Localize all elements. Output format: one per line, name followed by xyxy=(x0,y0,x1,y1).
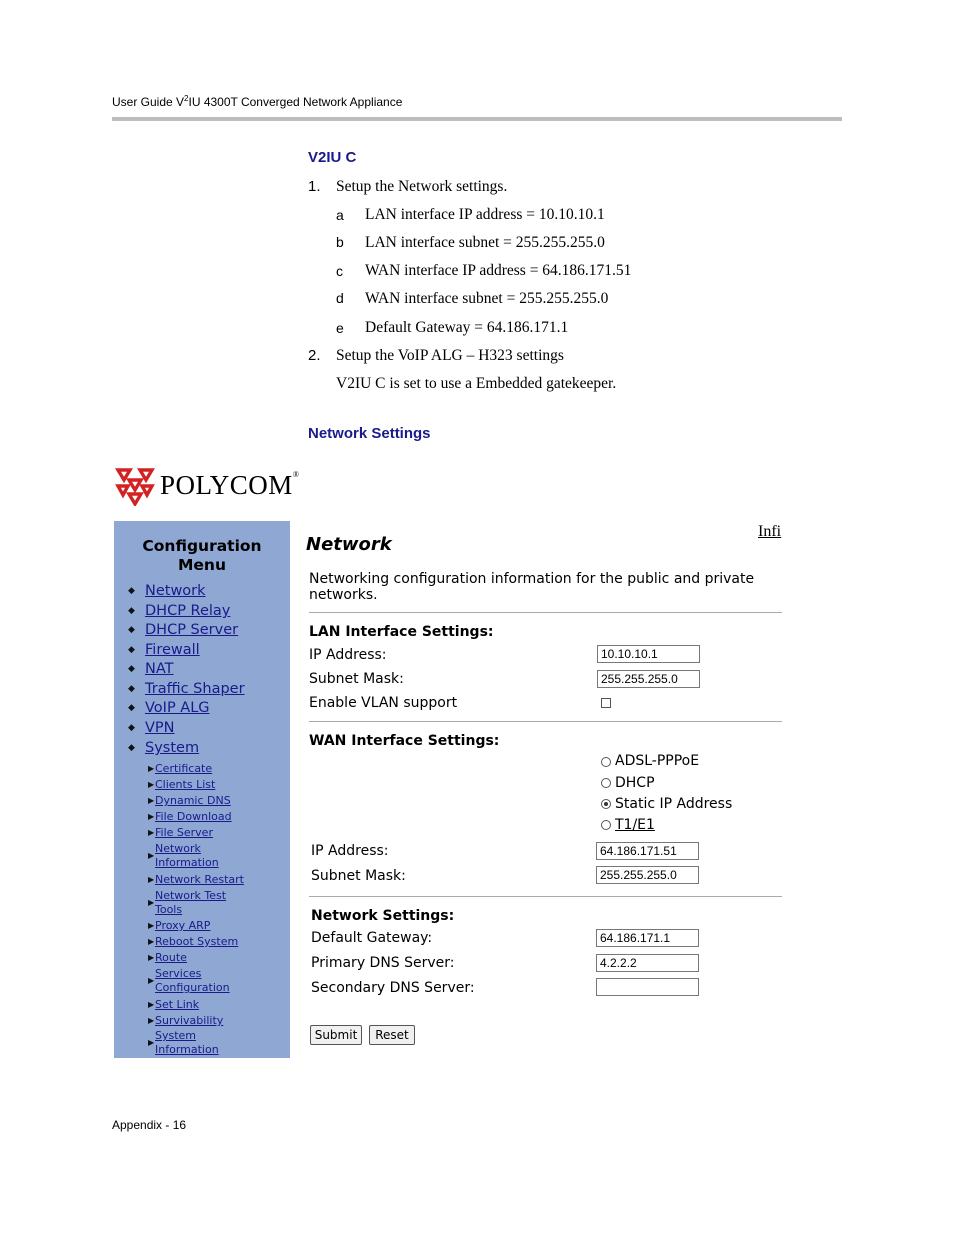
triangle-bullet-icon: ▶ xyxy=(148,796,155,805)
substep-d-letter: d xyxy=(336,290,344,306)
submenu-label: Network xyxy=(155,842,201,855)
submenu-label-line2: Information xyxy=(155,856,219,869)
triangle-bullet-icon: ▶ xyxy=(148,921,155,930)
menu-item-traffic-shaper[interactable] xyxy=(128,681,245,697)
polycom-logo-mark-icon xyxy=(114,466,156,506)
logo-word: POLYCOM xyxy=(160,470,293,500)
triangle-bullet-icon: ▶ xyxy=(148,851,155,860)
logo-registered-mark: ® xyxy=(292,470,300,479)
diamond-bullet-icon: ◆ xyxy=(128,606,135,616)
figure-heading: Network Settings xyxy=(308,425,431,442)
triangle-bullet-icon: ▶ xyxy=(148,1038,155,1047)
diamond-bullet-icon: ◆ xyxy=(128,625,135,635)
divider xyxy=(309,612,782,613)
substep-a-text: LAN interface IP address = 10.10.10.1 xyxy=(365,206,605,223)
substep-b-letter: b xyxy=(336,234,344,250)
wan-mask-label: Subnet Mask: xyxy=(311,868,406,884)
net-heading: Network Settings: xyxy=(311,908,455,924)
submenu-label: Survivability xyxy=(155,1014,224,1027)
menu-item-label: Traffic Shaper xyxy=(145,681,245,697)
radio-adsl-pppoe[interactable] xyxy=(601,757,611,767)
menu-item-system[interactable] xyxy=(128,740,199,756)
radio-t1e1[interactable] xyxy=(601,820,611,830)
triangle-bullet-icon: ▶ xyxy=(148,812,155,821)
menu-item-firewall[interactable] xyxy=(128,642,200,658)
step-2-number: 2. xyxy=(308,347,321,364)
triangle-bullet-icon: ▶ xyxy=(148,875,155,884)
substep-a-letter: a xyxy=(336,207,344,223)
diamond-bullet-icon: ◆ xyxy=(128,684,135,694)
menu-item-dhcp-server[interactable] xyxy=(128,622,238,638)
submenu-label: Certificate xyxy=(155,762,213,775)
menu-item-vpn[interactable] xyxy=(128,720,175,736)
triangle-bullet-icon: ▶ xyxy=(148,953,155,962)
step-2-text: Setup the VoIP ALG – H323 settings xyxy=(336,347,564,364)
menu-item-dhcp-relay[interactable] xyxy=(128,603,230,619)
substep-e-text: Default Gateway = 64.186.171.1 xyxy=(365,319,569,336)
triangle-bullet-icon: ▶ xyxy=(148,1000,155,1009)
radio-dhcp[interactable] xyxy=(601,778,611,788)
menu-item-label: Firewall xyxy=(145,642,200,658)
submenu-label-line2: Configuration xyxy=(155,981,230,994)
menu-item-label: System xyxy=(145,740,200,756)
radio-label-static-ip: Static IP Address xyxy=(615,796,733,812)
page-title: Network xyxy=(306,534,392,555)
diamond-bullet-icon: ◆ xyxy=(128,723,135,733)
lan-mask-input[interactable] xyxy=(597,670,700,688)
submenu-label: Dynamic DNS xyxy=(155,794,231,807)
triangle-bullet-icon: ▶ xyxy=(148,1016,155,1025)
config-menu-sidebar xyxy=(114,521,290,1058)
substep-c-letter: c xyxy=(336,263,343,279)
submit-button[interactable]: Submit xyxy=(310,1025,362,1045)
header-rule xyxy=(112,117,842,121)
lan-mask-label: Subnet Mask: xyxy=(309,671,404,687)
radio-label-dhcp: DHCP xyxy=(615,775,655,791)
triangle-bullet-icon: ▶ xyxy=(148,898,155,907)
menu-item-voip-alg[interactable] xyxy=(128,700,210,716)
step-1-number: 1. xyxy=(308,178,321,195)
header-sup: 2 xyxy=(184,94,189,103)
page-footer: Appendix - 16 xyxy=(112,1118,187,1132)
submenu-label: Network Test xyxy=(155,889,227,902)
radio-label-adsl-pppoe: ADSL-PPPoE xyxy=(615,753,700,769)
substep-d-text: WAN interface subnet = 255.255.255.0 xyxy=(365,290,609,307)
wan-heading: WAN Interface Settings: xyxy=(309,733,500,749)
triangle-bullet-icon: ▶ xyxy=(148,828,155,837)
radio-static-ip[interactable] xyxy=(601,799,611,809)
dns2-input[interactable] xyxy=(596,978,699,996)
submenu-label: Proxy ARP xyxy=(155,919,211,932)
diamond-bullet-icon: ◆ xyxy=(128,664,135,674)
divider xyxy=(309,721,782,722)
reset-button[interactable]: Reset xyxy=(369,1025,415,1045)
dns2-label: Secondary DNS Server: xyxy=(311,980,475,996)
substep-e-letter: e xyxy=(336,320,344,336)
vlan-label: Enable VLAN support xyxy=(309,695,458,711)
submenu-label: Network Restart xyxy=(155,873,244,886)
description-line2: networks. xyxy=(309,587,378,603)
dns1-input[interactable] xyxy=(596,954,699,972)
dns1-label: Primary DNS Server: xyxy=(311,955,455,971)
config-menu-title-line1: Configuration xyxy=(142,537,262,555)
submenu-label: Clients List xyxy=(155,778,216,791)
gateway-label: Default Gateway: xyxy=(311,930,433,946)
wan-ip-input[interactable] xyxy=(596,842,699,860)
vlan-checkbox[interactable] xyxy=(601,698,611,708)
submenu-label: Set Link xyxy=(155,998,200,1011)
description-line1: Networking configuration information for the public and private xyxy=(309,571,755,587)
menu-item-label: VPN xyxy=(145,720,175,736)
lan-ip-label: IP Address: xyxy=(309,647,387,663)
radio-label-t1e1-link[interactable]: T1/E1 xyxy=(615,817,655,833)
substep-b-text: LAN interface subnet = 255.255.255.0 xyxy=(365,234,605,251)
submenu-label: System xyxy=(155,1029,197,1042)
step-1-text: Setup the Network settings. xyxy=(336,178,508,195)
menu-item-label: DHCP Relay xyxy=(145,603,231,619)
submenu-label: Route xyxy=(155,951,187,964)
menu-item-label: NAT xyxy=(145,661,174,677)
header-prefix: User Guide V xyxy=(112,95,185,109)
header-rest: IU 4300T Converged Network Appliance xyxy=(188,95,403,109)
diamond-bullet-icon: ◆ xyxy=(128,586,135,596)
step-2-note: V2IU C is set to use a Embedded gatekeeper. xyxy=(336,375,617,392)
info-link[interactable]: Infi xyxy=(758,523,782,540)
submenu-label: Services xyxy=(155,967,202,980)
diamond-bullet-icon: ◆ xyxy=(128,743,135,753)
menu-item-network[interactable] xyxy=(128,583,206,599)
triangle-bullet-icon: ▶ xyxy=(148,780,155,789)
diamond-bullet-icon: ◆ xyxy=(128,703,135,713)
menu-item-label: VoIP ALG xyxy=(145,700,210,716)
menu-item-label: Network xyxy=(145,583,206,599)
submenu-label: Reboot System xyxy=(155,935,239,948)
submenu-label: File Download xyxy=(155,810,232,823)
menu-item-nat[interactable] xyxy=(128,661,174,677)
wan-mask-input[interactable] xyxy=(596,866,699,884)
triangle-bullet-icon: ▶ xyxy=(148,764,155,773)
diamond-bullet-icon: ◆ xyxy=(128,645,135,655)
polycom-logo-text xyxy=(160,470,299,501)
submenu-label: File Server xyxy=(155,826,213,839)
submenu-label-line2: Tools xyxy=(155,903,183,916)
substep-c-text: WAN interface IP address = 64.186.171.51 xyxy=(365,262,632,279)
triangle-bullet-icon: ▶ xyxy=(148,937,155,946)
lan-heading: LAN Interface Settings: xyxy=(309,624,494,640)
wan-ip-label: IP Address: xyxy=(311,843,389,859)
divider xyxy=(309,896,782,897)
section-title: V2IU C xyxy=(308,149,357,166)
lan-ip-input[interactable] xyxy=(597,645,700,663)
running-header xyxy=(112,94,402,109)
config-menu-title-line2: Menu xyxy=(177,556,226,574)
config-menu-title xyxy=(114,537,290,575)
gateway-input[interactable] xyxy=(596,929,699,947)
triangle-bullet-icon: ▶ xyxy=(148,976,155,985)
menu-item-label: DHCP Server xyxy=(145,622,239,638)
submenu-label-line2: Information xyxy=(155,1043,219,1056)
